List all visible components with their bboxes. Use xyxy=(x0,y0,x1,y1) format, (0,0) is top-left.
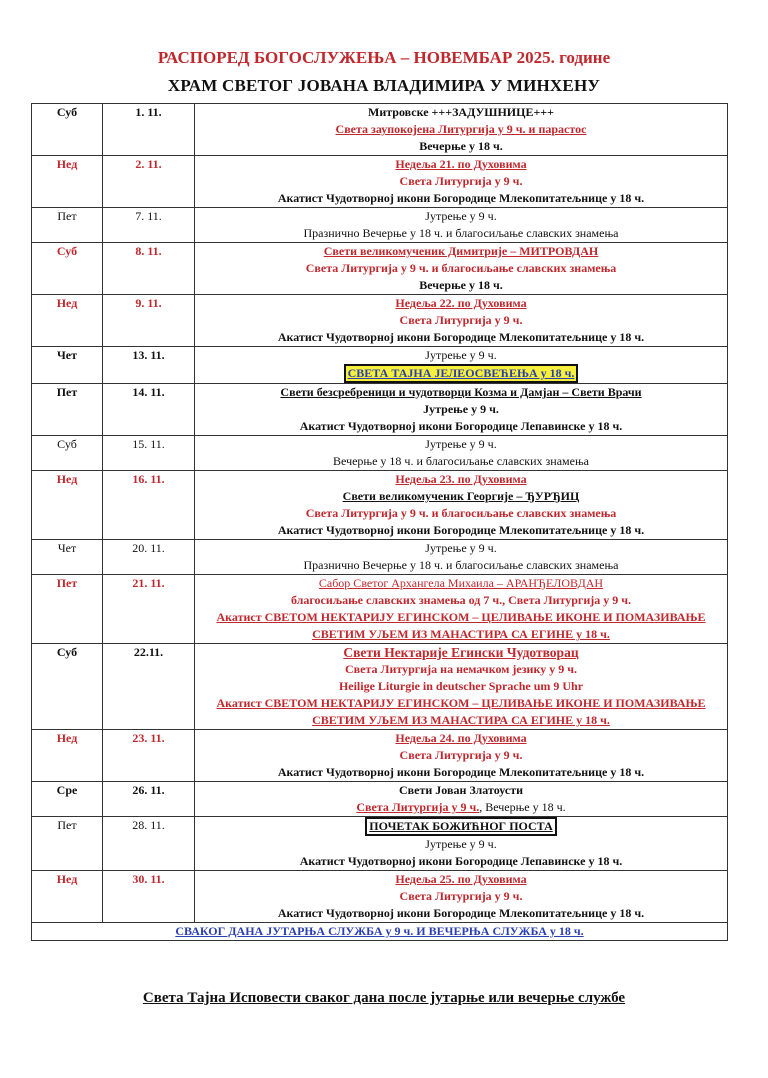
service-line: Недеља 24. по Духовима xyxy=(395,731,527,745)
service-cell xyxy=(195,730,728,782)
table-row xyxy=(32,208,728,243)
service-line: Света Литургија у 9 ч. и благосиљање славских знамења xyxy=(305,261,617,275)
service-line: Акатист Чудотворној икони Богородице Млекопитатељнице у 18 ч. xyxy=(277,523,645,537)
service-line: Акатист СВЕТОМ НЕКТАРИЈУ ЕГИНСКОМ – ЦЕЛИВАЊЕ ИКОНЕ И ПОМАЗИВАЊЕ xyxy=(216,696,706,710)
table-row xyxy=(32,471,728,540)
page-title: РАСПОРЕД БОГОСЛУЖЕЊА – НОВЕМБАР 2025. године xyxy=(157,48,611,67)
service-cell xyxy=(195,871,728,923)
table-footer-row xyxy=(32,923,728,941)
service-line: Акатист Чудотворној икони Богородице Лепавинске у 18 ч. xyxy=(299,854,623,868)
table-row xyxy=(32,540,728,575)
table-row xyxy=(32,156,728,208)
date-cell: 23. 11. xyxy=(103,730,195,782)
service-cell xyxy=(195,817,728,871)
service-line: благосиљање славских знамења од 7 ч., Света Литургија у 9 ч. xyxy=(290,593,632,607)
service-line xyxy=(195,817,727,836)
date-cell: 21. 11. xyxy=(103,575,195,644)
service-line: СВЕТИМ УЉЕМ ИЗ МАНАСТИРА СА ЕГИНЕ у 18 ч. xyxy=(312,627,610,641)
service-cell xyxy=(195,104,728,156)
service-line: Свети великомученик Димитрије – МИТРОВДАН xyxy=(323,244,599,258)
page-subtitle: ХРАМ СВЕТОГ ЈОВАНА ВЛАДИМИРА У МИНХЕНУ xyxy=(167,76,601,95)
service-cell xyxy=(195,208,728,243)
service-line: Акатист Чудотворној икони Богородице Млекопитатељнице у 18 ч. xyxy=(277,330,645,344)
service-line: Јутрење у 9 ч. xyxy=(423,402,499,416)
service-line: Акатист Чудотворној икони Богородице Млекопитатељнице у 18 ч. xyxy=(277,191,645,205)
service-line: Свети Јован Златоусти xyxy=(398,783,524,797)
table-row xyxy=(32,347,728,384)
service-line: Јутрење у 9 ч. xyxy=(425,541,497,555)
service-line: Недеља 22. по Духовима xyxy=(395,296,527,310)
service-line: Света заупокојена Литургија у 9 ч. и парастос xyxy=(335,122,587,136)
table-row xyxy=(32,436,728,471)
date-cell: 13. 11. xyxy=(103,347,195,384)
service-line: Акатист Чудотворној икони Богородице Лепавинске у 18 ч. xyxy=(299,419,623,433)
day-cell: Пет xyxy=(32,384,103,436)
day-cell: Суб xyxy=(32,104,103,156)
day-cell: Нед xyxy=(32,295,103,347)
date-cell: 14. 11. xyxy=(103,384,195,436)
daily-services-note: СВАКОГ ДАНА ЈУТАРЊА СЛУЖБА у 9 ч. И ВЕЧЕРЊА СЛУЖБА у 18 ч. xyxy=(32,923,728,941)
confession-note: Света Тајна Исповести сваког дана после јутарње или вечерње службе xyxy=(142,990,626,1006)
service-line: Вечерње у 18 ч. xyxy=(419,278,503,292)
service-cell xyxy=(195,295,728,347)
date-cell: 9. 11. xyxy=(103,295,195,347)
day-cell: Пет xyxy=(32,208,103,243)
day-cell: Чет xyxy=(32,540,103,575)
date-cell: 22.11. xyxy=(103,644,195,730)
date-cell: 15. 11. xyxy=(103,436,195,471)
service-cell xyxy=(195,644,728,730)
table-row xyxy=(32,384,728,436)
highlighted-service: СВЕТА ТАЈНА ЈЕЛЕОСВЕЋЕЊА у 18 ч. xyxy=(344,364,579,383)
service-line: Акатист Чудотворној икони Богородице Млекопитатељнице у 18 ч. xyxy=(277,906,645,920)
service-line: Вечерње у 18 ч. xyxy=(419,139,503,153)
service-line: Heilige Liturgie in deutscher Sprache um 9 Uhr xyxy=(338,679,584,693)
day-cell: Пет xyxy=(32,575,103,644)
service-line: Вечерње у 18 ч. и благосиљање славских знамења xyxy=(333,454,589,468)
service-line: Празнично Вечерње у 18 ч. и благосиљање славских знамења xyxy=(303,558,619,572)
day-cell: Суб xyxy=(32,644,103,730)
date-cell: 20. 11. xyxy=(103,540,195,575)
service-line xyxy=(195,364,727,383)
table-row xyxy=(32,871,728,923)
service-line: Свети Нектарије Егински Чудотворац xyxy=(343,645,579,660)
service-cell xyxy=(195,347,728,384)
service-line: Света Литургија на немачком језику у 9 ч. xyxy=(345,662,577,676)
service-cell xyxy=(195,156,728,208)
day-cell: Сре xyxy=(32,782,103,817)
schedule-table xyxy=(31,103,728,941)
date-cell: 16. 11. xyxy=(103,471,195,540)
service-cell xyxy=(195,471,728,540)
service-line: Света Литургија у 9 ч. и благосиљање славских знамења xyxy=(305,506,617,520)
table-row xyxy=(32,295,728,347)
table-row xyxy=(32,243,728,295)
day-cell: Пет xyxy=(32,817,103,871)
service-line-part: , Вечерње у 18 ч. xyxy=(479,800,566,814)
service-line: Свети великомученик Георгије – ЂУРЂИЦ xyxy=(342,489,580,503)
service-line: Јутрење у 9 ч. xyxy=(425,348,497,362)
table-row xyxy=(32,104,728,156)
date-cell: 30. 11. xyxy=(103,871,195,923)
table-row xyxy=(32,782,728,817)
date-cell: 26. 11. xyxy=(103,782,195,817)
service-cell xyxy=(195,436,728,471)
boxed-notice: ПОЧЕТАК БОЖИЋНОГ ПОСТА xyxy=(365,817,557,836)
service-line: Акатист Чудотворној икони Богородице Млекопитатељнице у 18 ч. xyxy=(277,765,645,779)
table-row xyxy=(32,817,728,871)
service-line: Света Литургија у 9 ч. xyxy=(399,748,523,762)
service-line: СВЕТИМ УЉЕМ ИЗ МАНАСТИРА СА ЕГИНЕ у 18 ч. xyxy=(312,713,610,727)
day-cell: Нед xyxy=(32,730,103,782)
service-line-part: Света Литургија у 9 ч. xyxy=(356,800,480,814)
service-cell xyxy=(195,540,728,575)
service-line: Свети безсребреници и чудотворци Козма и Дамјан – Свети Врачи xyxy=(280,385,642,399)
service-line xyxy=(195,799,727,816)
day-cell: Суб xyxy=(32,436,103,471)
table-row xyxy=(32,644,728,730)
date-cell: 1. 11. xyxy=(103,104,195,156)
service-line: Митровске +++ЗАДУШНИЦЕ+++ xyxy=(368,105,554,119)
table-row xyxy=(32,730,728,782)
service-line: Акатист СВЕТОМ НЕКТАРИЈУ ЕГИНСКОМ – ЦЕЛИВАЊЕ ИКОНЕ И ПОМАЗИВАЊЕ xyxy=(216,610,706,624)
date-cell: 28. 11. xyxy=(103,817,195,871)
service-line: Недеља 23. по Духовима xyxy=(395,472,527,486)
service-line: Света Литургија у 9 ч. xyxy=(399,174,523,188)
day-cell: Нед xyxy=(32,471,103,540)
date-cell: 2. 11. xyxy=(103,156,195,208)
service-line: Јутрење у 9 ч. xyxy=(425,209,497,223)
date-cell: 8. 11. xyxy=(103,243,195,295)
service-line: Јутрење у 9 ч. xyxy=(425,437,497,451)
day-cell: Нед xyxy=(32,871,103,923)
service-line: Празнично Вечерње у 18 ч. и благосиљање славских знамења xyxy=(303,226,619,240)
service-line: Света Литургија у 9 ч. xyxy=(399,889,523,903)
service-cell xyxy=(195,384,728,436)
service-line: Јутрење у 9 ч. xyxy=(425,837,497,851)
service-line: Недеља 21. по Духовима xyxy=(395,157,527,171)
service-line: Недеља 25. по Духовима xyxy=(395,872,527,886)
service-cell xyxy=(195,575,728,644)
date-cell: 7. 11. xyxy=(103,208,195,243)
service-cell xyxy=(195,243,728,295)
service-cell xyxy=(195,782,728,817)
table-row xyxy=(32,575,728,644)
day-cell: Суб xyxy=(32,243,103,295)
service-line: Света Литургија у 9 ч. xyxy=(399,313,523,327)
service-line: Сабор Светог Архангела Михаила – АРАНЂЕЛОВДАН xyxy=(318,576,604,590)
day-cell: Нед xyxy=(32,156,103,208)
day-cell: Чет xyxy=(32,347,103,384)
